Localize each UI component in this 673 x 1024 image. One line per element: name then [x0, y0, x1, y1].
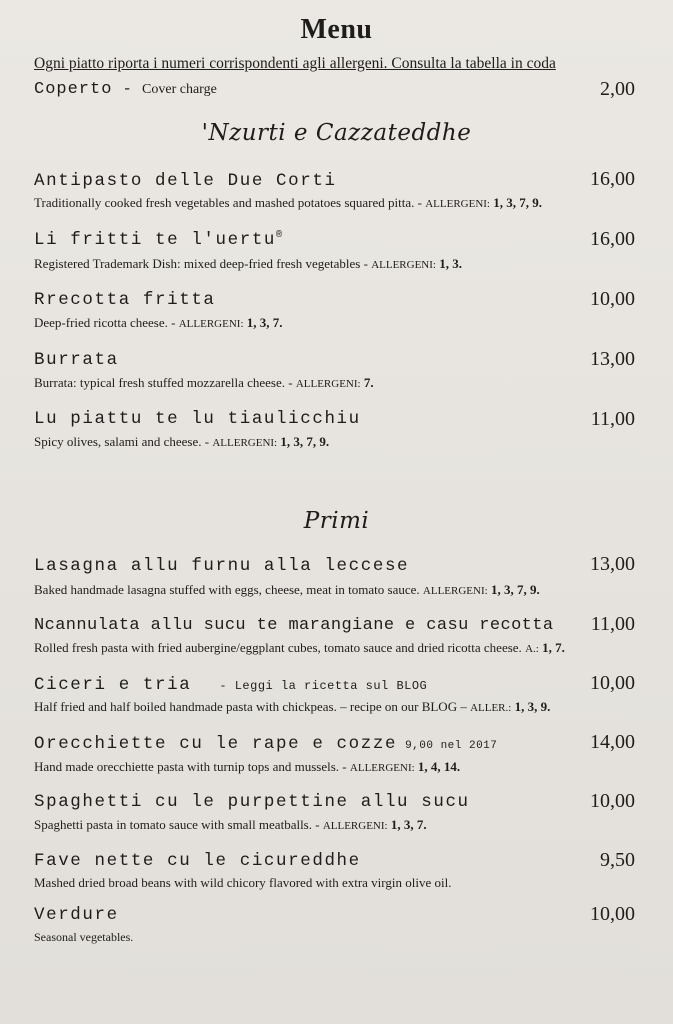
menu-item-name: Burrata [34, 350, 119, 370]
menu-item-price: 11,00 [590, 408, 635, 430]
allergen-numbers: 7. [363, 375, 374, 390]
menu-item-price: 9,50 [600, 849, 635, 871]
desc-text: Half fried and half boiled handmade pasta with chickpeas. – recipe on our BLOG – [34, 699, 467, 714]
menu-item-name: Spaghetti cu le purpettine allu sucu [34, 792, 470, 812]
menu-item-description [34, 817, 427, 833]
allergen-label: ALLERGENI: [425, 198, 490, 210]
cover-charge-name: Coperto [34, 80, 113, 99]
section-title-nzurti: 'Nzurti e Cazzateddhe [201, 120, 472, 146]
allergen-label: ALLER.: [470, 702, 512, 714]
allergen-label: ALLERGENI: [349, 762, 415, 774]
allergen-numbers: 1, 4, 14. [417, 759, 461, 774]
cover-charge-row [34, 80, 217, 99]
desc-text: Rolled fresh pasta with fried aubergine/eggplant cubes, tomato sauce and dried ricotta cheese. [34, 640, 522, 655]
allergen-label: ALLERGENI: [295, 378, 361, 390]
desc-text: Deep-fried ricotta cheese. - [34, 315, 176, 330]
menu-item-name: Antipasto delle Due Corti [34, 171, 337, 191]
desc-text: Burrata: typical fresh stuffed mozzarella cheese. - [34, 375, 293, 390]
menu-item-price: 10,00 [590, 288, 635, 310]
menu-item-name: Fave nette cu le cicureddhe [34, 851, 361, 871]
menu-item-description [34, 699, 550, 715]
cover-charge-price: 2,00 [600, 78, 635, 100]
allergen-numbers: 1, 3, 7. [246, 315, 283, 330]
desc-text: Seasonal vegetables. [34, 930, 134, 944]
allergen-label: ALLERGENI: [322, 820, 388, 832]
allergen-numbers: 1, 7. [542, 640, 565, 655]
allergen-label: ALLERGENI: [422, 585, 488, 597]
menu-item-name: Verdure [34, 905, 119, 925]
menu-item-price: 16,00 [590, 228, 635, 250]
allergen-label: ALLERGENI: [212, 437, 278, 449]
desc-text: Mashed dried broad beans with wild chicory flavored with extra virgin olive oil. [34, 875, 452, 890]
menu-item-description [34, 256, 462, 272]
menu-item-name [34, 230, 282, 250]
menu-item-price: 13,00 [590, 553, 635, 575]
desc-text: Traditionally cooked fresh vegetables and mashed potatoes squared pitta. - [34, 195, 422, 210]
menu-item-name [34, 734, 497, 754]
desc-text: Spicy olives, salami and cheese. - [34, 434, 210, 449]
item-name-text: Ciceri e tria [34, 675, 192, 695]
menu-item-description [34, 930, 133, 945]
menu-item-description [34, 434, 329, 450]
menu-item-price: 10,00 [590, 672, 635, 694]
allergen-label: A.: [525, 643, 539, 655]
menu-title: Menu [300, 14, 373, 45]
menu-item-description [34, 315, 283, 331]
allergen-label: ALLERGENI: [371, 259, 436, 271]
allergen-label: ALLERGENI: [178, 318, 244, 330]
registered-mark: ® [276, 230, 283, 242]
menu-item-price: 16,00 [590, 168, 635, 190]
menu-item-description [34, 640, 565, 656]
menu-item-name: Ncannulata allu sucu te marangiane e casu recotta [34, 616, 554, 635]
menu-item-description [34, 375, 374, 391]
allergen-numbers: 1, 3, 7. [390, 817, 427, 832]
menu-item-name: Lu piattu te lu tiaulicchiu [34, 409, 361, 429]
desc-text: Baked handmade lasagna stuffed with eggs, cheese, meat in tomato sauce. [34, 582, 420, 597]
desc-text: Spaghetti pasta in tomato sauce with small meatballs. - [34, 817, 320, 832]
menu-item-description [34, 759, 460, 775]
menu-item-price: 13,00 [590, 348, 635, 370]
allergen-numbers: 1, 3. [439, 256, 462, 271]
section-title-primi: Primi [303, 508, 370, 534]
allergen-numbers: 1, 3, 9. [514, 699, 551, 714]
desc-text: Registered Trademark Dish: mixed deep-fried fresh vegetables - [34, 256, 368, 271]
menu-item-name [34, 675, 427, 695]
menu-item-name: Rrecotta fritta [34, 290, 216, 310]
cover-charge-english: Cover charge [142, 82, 217, 97]
item-name-text: Li fritti te l'uertu [34, 230, 277, 250]
menu-item-description [34, 582, 540, 598]
allergen-numbers: 1, 3, 7, 9. [493, 195, 542, 210]
cover-charge-separator: - [122, 80, 133, 98]
item-name-text: Orecchiette cu le rape e cozze [34, 734, 398, 754]
menu-item-price: 14,00 [590, 731, 635, 753]
allergen-numbers: 1, 3, 7, 9. [280, 434, 330, 449]
blog-note: - Leggi la ricetta sul BLOG [219, 679, 428, 693]
menu-item-price: 11,00 [590, 613, 635, 635]
menu-item-name: Lasagna allu furnu alla leccese [34, 556, 410, 576]
desc-text: Hand made orecchiette pasta with turnip tops and mussels. - [34, 759, 347, 774]
menu-item-description [34, 195, 542, 211]
menu-item-price: 10,00 [590, 790, 635, 812]
menu-item-description [34, 875, 451, 891]
allergen-numbers: 1, 3, 7, 9. [490, 582, 540, 597]
allergen-notice: Ogni piatto riporta i numeri corrispondenti agli allergeni. Consulta la tabella in coda [34, 55, 556, 72]
price-note: 9,00 nel 2017 [405, 740, 498, 752]
menu-item-price: 10,00 [590, 903, 635, 925]
